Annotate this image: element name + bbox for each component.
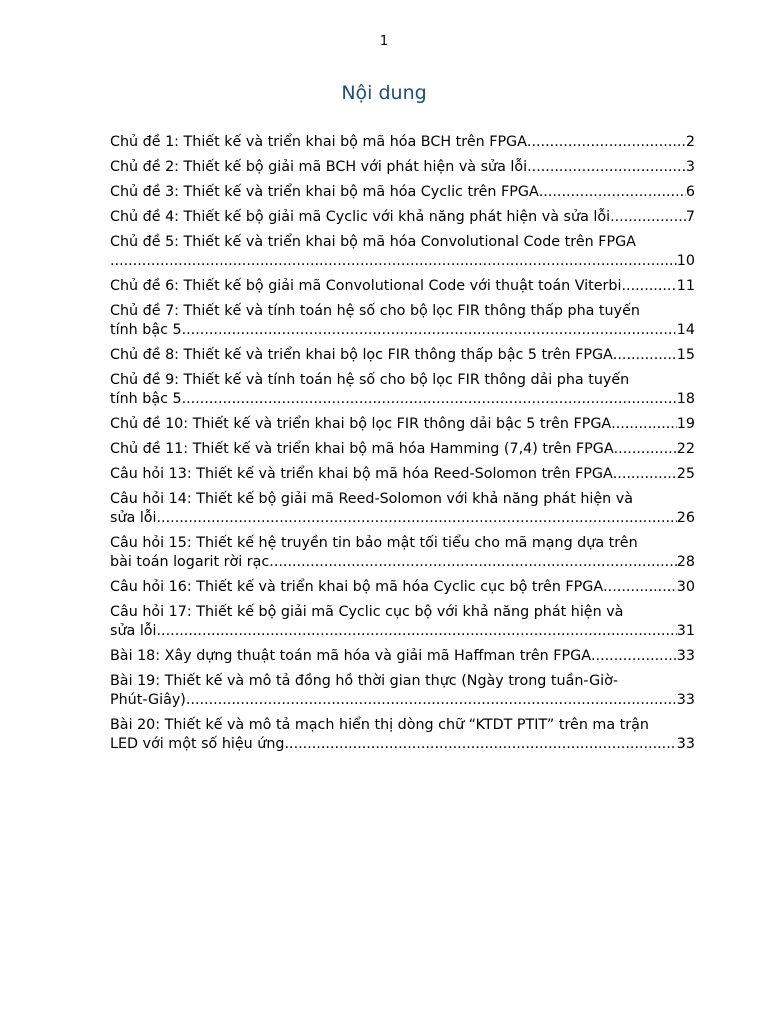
toc-entry-text: tính bậc 5 [110,391,182,407]
page-title: Nội dung [341,82,427,104]
toc-entry-text: Chủ đề 10: Thiết kế và triển khai bộ lọc FIR thông dải bậc 5 trên FPGA [110,416,612,432]
toc-entry-row [110,415,695,434]
toc-entry-row [110,647,695,666]
toc-entry-row [110,509,695,528]
toc-page-number: 28 [676,554,695,570]
toc-entry-row [110,553,695,572]
toc-page-number: 31 [676,623,695,639]
toc-entry-text: bài toán logarit rời rạc [110,554,270,570]
toc-entry-line: Chủ đề 7: Thiết kế và tính toán hệ số cho bộ lọc FIR thông thấp pha tuyến [110,303,640,319]
toc-entry-row [110,440,695,459]
toc-entry-text: tính bậc 5 [110,322,182,338]
dot-leader [539,183,686,202]
toc-entry[interactable] [110,233,695,271]
page-number: 1 [379,34,389,49]
toc-entry-row [110,390,695,409]
toc-entry-text: Phút-Giây) [110,692,186,708]
toc-entry[interactable] [110,465,695,484]
toc-entry-text: Chủ đề 6: Thiết kế bộ giải mã Convolutional Code với thuật toán Viterbi [110,278,622,294]
dot-leader [603,578,677,597]
toc-entry-row [110,691,695,710]
toc-entry[interactable] [110,534,695,572]
toc-page-number: 10 [676,253,695,269]
toc-entry-text: Câu hỏi 13: Thiết kế và triển khai bộ mã hóa Reed-Solomon trên FPGA [110,466,613,482]
toc-entry[interactable] [110,183,695,202]
toc-entry-row [110,465,695,484]
toc-page-number: 33 [676,692,695,708]
toc-page-number: 26 [676,510,695,526]
toc-page-number: 14 [676,322,695,338]
toc-entry-row [110,183,695,202]
dot-leader [611,415,677,434]
dot-leader [186,691,677,710]
dot-leader [269,553,677,572]
toc-page-number: 2 [685,134,695,150]
toc-entry-row [110,735,695,754]
dot-leader [527,158,686,177]
toc-entry-line: Bài 19: Thiết kế và mô tả đồng hồ thời gian thực (Ngày trong tuần-Giờ- [110,673,619,689]
dot-leader [621,277,676,296]
toc-entry[interactable] [110,158,695,177]
toc-entry-row [110,158,695,177]
toc-entry-row [110,578,695,597]
dot-leader [157,509,677,528]
toc-page-number: 15 [676,347,695,363]
toc-entry[interactable] [110,277,695,296]
dot-leader [157,622,677,641]
dot-leader [591,647,677,666]
toc-entry[interactable] [110,415,695,434]
toc-page-number: 19 [676,416,695,432]
toc-page-number: 11 [676,278,695,294]
dot-leader [614,440,677,459]
toc-entry[interactable] [110,346,695,365]
toc-entry-line: Câu hỏi 14: Thiết kế bộ giải mã Reed-Solomon với khả năng phát hiện và [110,491,634,507]
toc-page-number: 7 [685,209,695,225]
toc-entry-text: Bài 18: Xây dựng thuật toán mã hóa và giải mã Haffman trên FPGA [110,648,591,664]
toc-entry-line: Bài 20: Thiết kế và mô tả mạch hiển thị dòng chữ “KTDT PTIT” trên ma trận [110,717,649,733]
toc-page-number: 3 [685,159,695,175]
toc-entry-row [110,133,695,152]
toc-entry-row [110,208,695,227]
toc-entry-row [110,622,695,641]
toc-entry-row [110,346,695,365]
toc-entry-text: Chủ đề 1: Thiết kế và triển khai bộ mã hóa BCH trên FPGA [110,134,527,150]
dot-leader [527,133,686,152]
toc-page-number: 30 [676,579,695,595]
dot-leader [613,465,677,484]
toc-entry[interactable] [110,672,695,710]
toc-entry-row [110,252,695,271]
dot-leader [613,346,677,365]
toc-entry[interactable] [110,208,695,227]
toc-entry[interactable] [110,490,695,528]
toc-entry-row [110,277,695,296]
toc-entry-text: LED với một số hiệu ứng [110,736,285,752]
toc-page-number: 22 [676,441,695,457]
toc-entry[interactable] [110,716,695,754]
toc-entry-text: Chủ đề 4: Thiết kế bộ giải mã Cyclic với khả năng phát hiện và sửa lỗi [110,209,611,225]
toc-page-number: 33 [676,648,695,664]
toc-page-number: 18 [676,391,695,407]
toc-entry[interactable] [110,440,695,459]
toc-entry-line: Câu hỏi 15: Thiết kế hệ truyền tin bảo mật tối tiểu cho mã mạng dựa trên [110,535,638,551]
toc-entry-line: Câu hỏi 17: Thiết kế bộ giải mã Cyclic cục bộ với khả năng phát hiện và [110,604,624,620]
toc-entry-text: sửa lỗi [110,623,157,639]
toc-page-number: 6 [685,184,695,200]
toc-entry-text: sửa lỗi [110,510,157,526]
toc-entry-line: Chủ đề 5: Thiết kế và triển khai bộ mã hóa Convolutional Code trên FPGA [110,234,636,250]
toc-entry-text: Chủ đề 11: Thiết kế và triển khai bộ mã hóa Hamming (7,4) trên FPGA [110,441,614,457]
dot-leader [182,321,677,340]
table-of-contents [110,133,695,760]
dot-leader [284,735,676,754]
toc-page-number: 33 [676,736,695,752]
toc-entry[interactable] [110,647,695,666]
toc-entry-line: Chủ đề 9: Thiết kế và tính toán hệ số cho bộ lọc FIR thông dải pha tuyến [110,372,630,388]
toc-entry-row [110,321,695,340]
toc-entry[interactable] [110,371,695,409]
toc-entry-text: Chủ đề 3: Thiết kế và triển khai bộ mã hóa Cyclic trên FPGA [110,184,539,200]
toc-entry-text: Chủ đề 8: Thiết kế và triển khai bộ lọc FIR thông thấp bậc 5 trên FPGA [110,347,613,363]
toc-entry[interactable] [110,603,695,641]
toc-entry-text: Câu hỏi 16: Thiết kế và triển khai bộ mã hóa Cyclic cục bộ trên FPGA [110,579,604,595]
toc-entry[interactable] [110,578,695,597]
dot-leader [610,208,686,227]
toc-entry-text: Chủ đề 2: Thiết kế bộ giải mã BCH với phát hiện và sửa lỗi [110,159,528,175]
toc-entry[interactable] [110,302,695,340]
toc-page-number: 25 [676,466,695,482]
dot-leader [110,252,677,271]
dot-leader [182,390,677,409]
toc-entry[interactable] [110,133,695,152]
